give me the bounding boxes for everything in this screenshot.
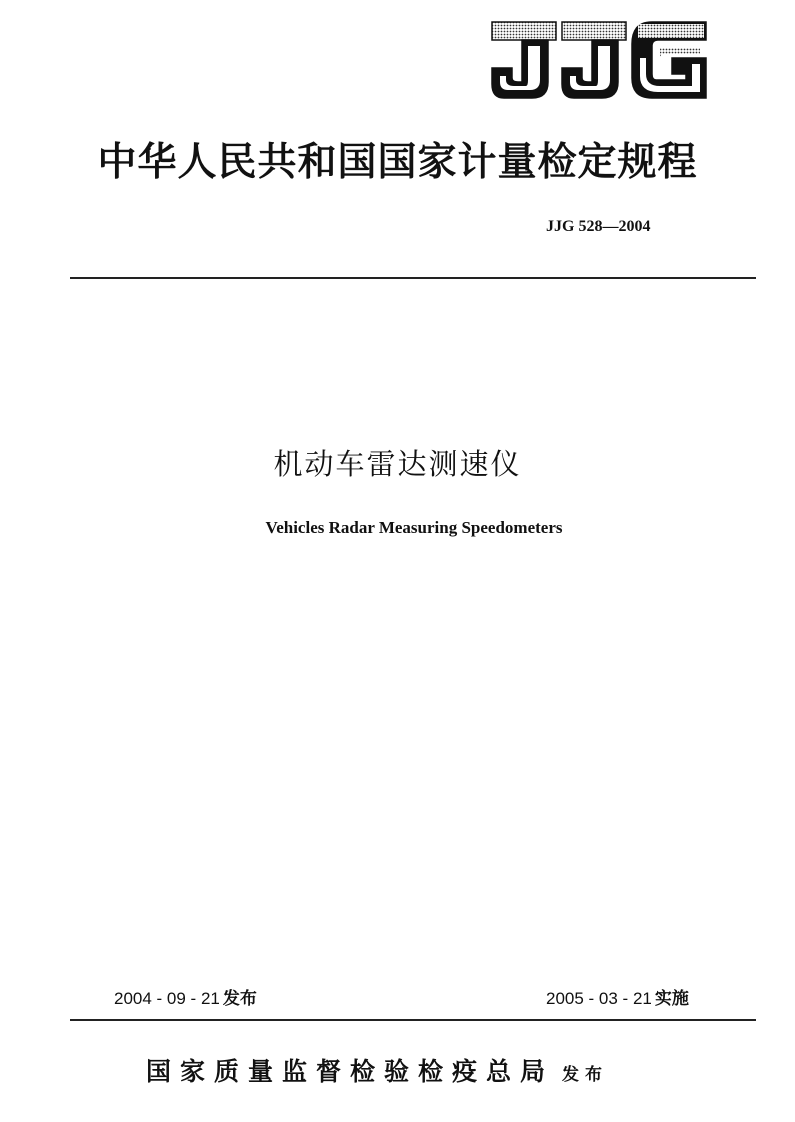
standard-number: JJG 528—2004 [546, 218, 651, 235]
logo-letter-g [632, 22, 706, 98]
logo-letter-j-2 [562, 22, 626, 98]
top-divider [70, 277, 756, 279]
issuing-authority [146, 1054, 608, 1093]
document-title: 机动车雷达测速仪 [273, 447, 522, 481]
implementation-date [546, 988, 689, 1010]
implementation-date-value: 2005 - 03 - 21 [546, 989, 652, 1008]
issue-date-label: 发布 [222, 989, 257, 1009]
jjg-logo [488, 18, 710, 102]
issue-date-value: 2004 - 09 - 21 [114, 989, 220, 1008]
logo-letter-j-1 [492, 22, 556, 98]
issuing-authority-label: 发布 [562, 1065, 609, 1085]
issuing-authority-name: 国家质量监督检验检疫总局 [146, 1057, 555, 1086]
bottom-divider [70, 1019, 756, 1021]
issue-date [114, 988, 257, 1010]
document-subtitle-english: Vehicles Radar Measuring Speedometers [265, 518, 563, 537]
regulation-category-title: 中华人民共和国国家计量检定规程 [97, 139, 698, 185]
implementation-date-label: 实施 [654, 989, 689, 1009]
